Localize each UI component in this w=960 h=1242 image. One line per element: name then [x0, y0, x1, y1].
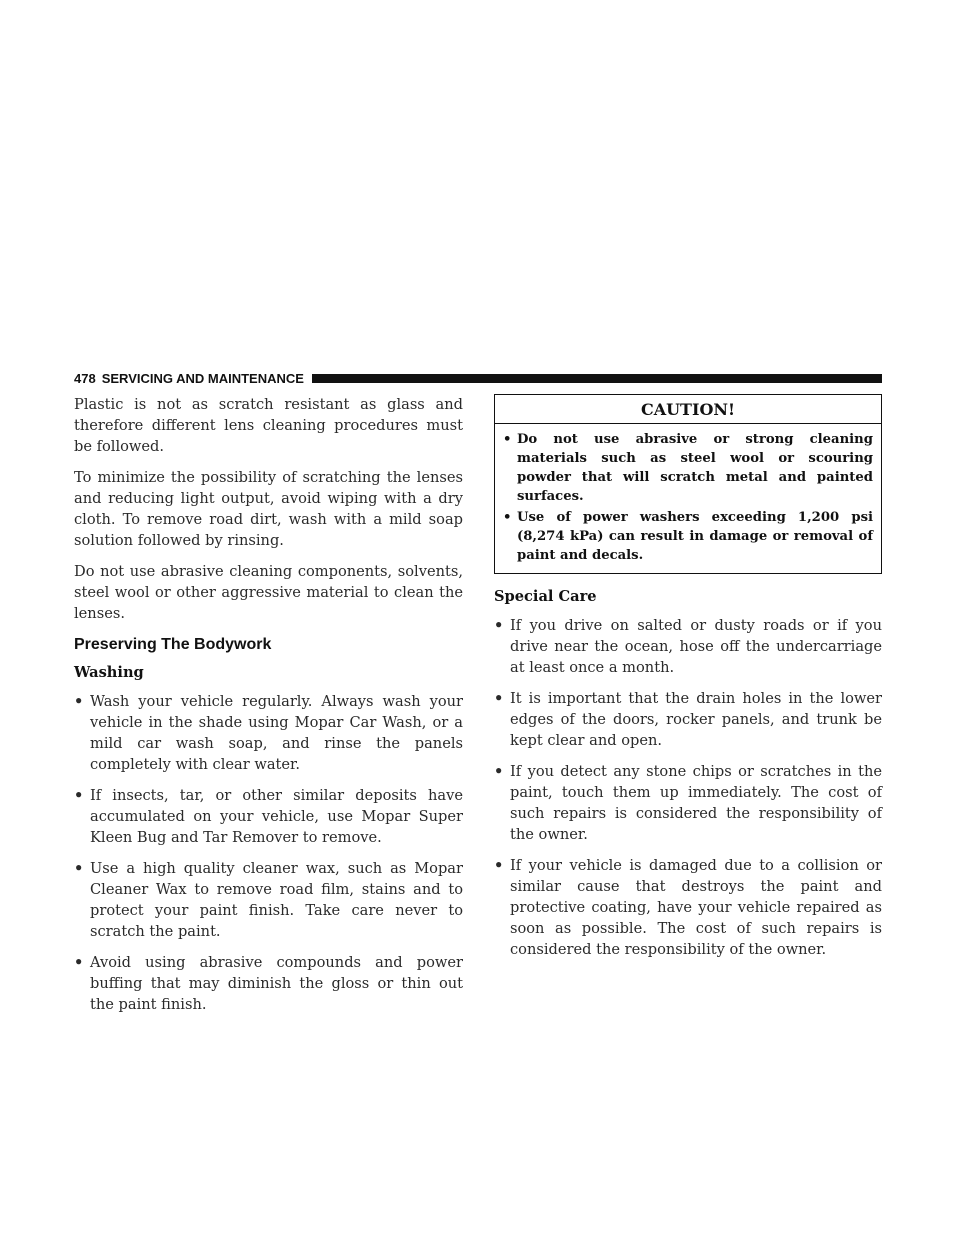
- heading-preserving-bodywork: Preserving The Bodywork: [74, 636, 272, 653]
- special-care-list: [494, 615, 882, 960]
- caution-box: [494, 394, 882, 574]
- paragraph-abrasive: Do not use abrasive cleaning components, solvents, steel wool or other aggressive material to clean the lenses.: [74, 563, 463, 622]
- caution-list: [495, 424, 881, 573]
- header-rule: [312, 374, 882, 383]
- list-item: • It is important that the drain holes in the lower edges of the doors, rocker panels, and trunk be kept clear and open.: [494, 690, 882, 749]
- paragraph-plastic: Plastic is not as scratch resistant as glass and therefore different lens cleaning procedures must be followed.: [74, 396, 463, 455]
- bullet-icon: •: [503, 432, 512, 447]
- section-title: SERVICING AND MAINTENANCE: [101, 370, 304, 386]
- caution-item: • Do not use abrasive or strong cleaning materials such as steel wool or scouring powder that will scratch metal and painted surfaces.: [503, 432, 873, 504]
- bullet-icon: •: [74, 693, 84, 710]
- list-item: • Use a high quality cleaner wax, such as Mopar Cleaner Wax to remove road film, stains and to protect your paint finish. Take care never to scratch the paint.: [74, 860, 463, 940]
- list-item: • Avoid using abrasive compounds and power buffing that may diminish the gloss or thin out the paint finish.: [74, 954, 463, 1013]
- bullet-icon: •: [74, 954, 84, 971]
- paragraph-scratching: To minimize the possibility of scratching the lenses and reducing light output, avoid wiping with a dry cloth. To remove road dirt, wash with a mild soap solution followed by rinsing.: [74, 469, 463, 549]
- subheading-special-care: Special Care: [494, 588, 597, 605]
- list-item: • Wash your vehicle regularly. Always wash your vehicle in the shade using Mopar Car Wash, or a mild car wash soap, and rinse the panels completely with clear water.: [74, 693, 463, 773]
- list-item: • If your vehicle is damaged due to a collision or similar cause that destroys the paint and protective coating, have your vehicle repaired as soon as possible. The cost of such repairs is considered the responsibility of the owner.: [494, 857, 882, 958]
- subheading-washing: Washing: [74, 664, 144, 681]
- list-item: • If you drive on salted or dusty roads or if you drive near the ocean, hose off the undercarriage at least once a month.: [494, 617, 882, 676]
- right-column: [494, 394, 882, 970]
- bullet-icon: •: [74, 860, 84, 877]
- bullet-icon: •: [494, 763, 504, 780]
- bullet-icon: •: [494, 857, 504, 874]
- bullet-icon: •: [494, 617, 504, 634]
- caution-title: CAUTION!: [495, 395, 881, 424]
- caution-item: • Use of power washers exceeding 1,200 psi (8,274 kPa) can result in damage or removal of paint and decals.: [503, 510, 873, 563]
- left-column: [74, 394, 463, 1025]
- page-number: 478: [74, 370, 96, 386]
- washing-list: [74, 691, 463, 1015]
- bullet-icon: •: [494, 690, 504, 707]
- bullet-icon: •: [503, 510, 512, 525]
- bullet-icon: •: [74, 787, 84, 804]
- page-header: [74, 370, 882, 386]
- list-item: • If insects, tar, or other similar deposits have accumulated on your vehicle, use Mopar Super Kleen Bug and Tar Remover to remove.: [74, 787, 463, 846]
- list-item: • If you detect any stone chips or scratches in the paint, touch them up immediately. The cost of such repairs is considered the responsibility of the owner.: [494, 763, 882, 843]
